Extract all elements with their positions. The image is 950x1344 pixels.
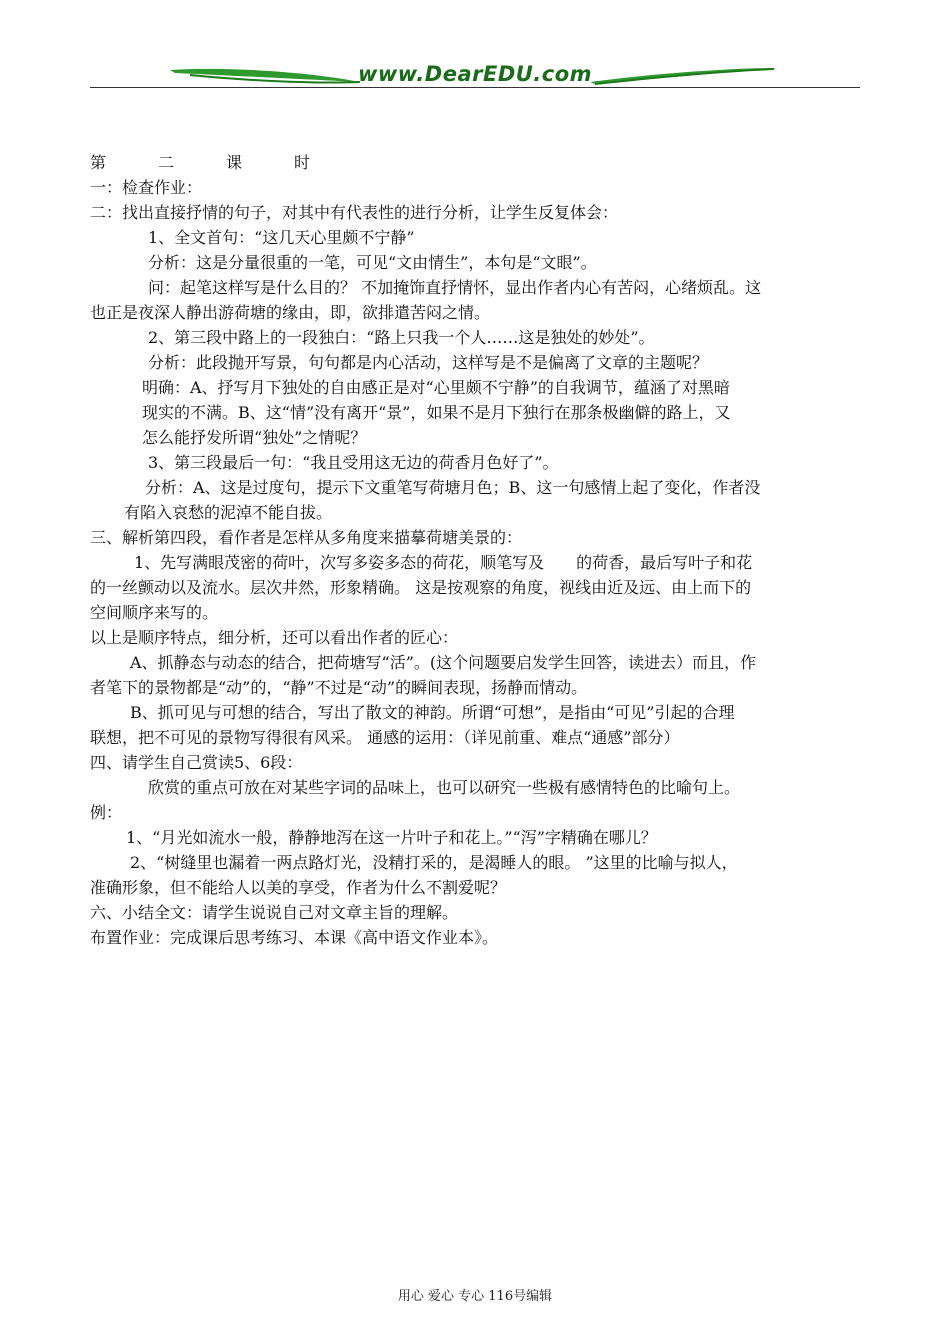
text-line: 1、“月光如流水一般，静静地泻在这一片叶子和花上。”“泻”字精确在哪儿？ [126, 828, 657, 847]
text-line: 二：找出直接抒情的句子，对其中有代表性的进行分析，让学生反复体会： [90, 203, 619, 222]
text-line: B、抓可见与可想的结合，写出了散文的神韵。所谓“可想”，是指由“可见”引起的合理 [130, 703, 735, 722]
text-line: 明确：A、抒写月下独处的自由感正是对“心里颇不宁静”的自我调节，蕴涵了对黑暗 [142, 378, 730, 397]
lesson-title [90, 150, 860, 175]
text-line: 空间顺序来写的。 [90, 603, 219, 622]
text-line: 准确形象，但不能给人以美的享受，作者为什么不割爱呢？ [90, 878, 507, 897]
text-line: 有陷入哀愁的泥淖不能自拔。 [124, 503, 333, 522]
text-line: A、抓静态与动态的结合，把荷塘写“活”。(这个问题要启发学生回答，读进去）而且，作 [130, 653, 757, 672]
text-line: 2、“树缝里也漏着一两点路灯光，没精打采的，是渴睡人的眼。 ”这里的比喻与拟人， [130, 853, 738, 872]
text-line: 3、第三段最后一句：“我且受用这无边的荷香月色好了”。 [148, 453, 559, 472]
page-footer: 用心 爱心 专心 116号编辑 [397, 1289, 553, 1304]
text-line: 者笔下的景物都是“动”的，“静”不过是“动”的瞬间表现，扬静而情动。 [90, 678, 588, 697]
text-line: 1、全文首句：“这几天心里颇不宁静” [148, 228, 415, 247]
title-char: 课 [226, 153, 243, 172]
text-line: 联想，把不可见的景物写得很有风采。 通感的运用：（详见前重、难点“通感”部分） [90, 728, 680, 747]
text-line: 2、第三段中路上的一段独白：“路上只我一个人……这是独处的妙处”。 [148, 328, 655, 347]
text-line: 四、请学生自己赏读5、6段： [90, 753, 303, 772]
title-char: 时 [294, 153, 311, 172]
lesson-body [90, 175, 860, 950]
text-line: 例： [90, 803, 123, 822]
title-char: 第 [90, 153, 107, 172]
title-char: 二 [158, 153, 175, 172]
text-line: 分析：A、这是过度句，提示下文重笔写荷塘月色；B、这一句感情上起了变化，作者没 [145, 478, 761, 497]
text-line: 六、小结全文：请学生说说自己对文章主旨的理解。 [90, 903, 459, 922]
header-divider [90, 87, 860, 88]
text-line: 分析：这是分量很重的一笔，可见“文由情生”，本句是“文眼”。 [148, 253, 597, 272]
text-line: 欣赏的重点可放在对某些字词的品味上，也可以研究一些极有感情特色的比喻句上。 [148, 778, 741, 797]
text-line: 1、先写满眼茂密的荷叶，次写多姿多态的荷花，顺笔写及 的荷香，最后写叶子和花 [134, 553, 753, 572]
site-logo[interactable]: www.DearEDU.com [357, 62, 593, 86]
text-line: 分析：此段抛开写景，句句都是内心活动，这样写是不是偏离了文章的主题呢？ [148, 353, 709, 372]
text-line: 以上是顺序特点，细分析，还可以看出作者的匠心： [90, 628, 459, 647]
text-line: 也正是夜深人静出游荷塘的缘由，即，欲排遣苦闷之情。 [90, 303, 491, 322]
text-line: 问：起笔这样写是什么目的？ 不加掩饰直抒情怀，显出作者内心有苦闷，心绪烦乱。这 [148, 278, 762, 297]
text-line: 三、解析第四段，看作者是怎样从多角度来描摹荷塘美景的： [90, 528, 523, 547]
text-line: 现实的不满。B、这“情”没有离开“景”，如果不是月下独行在那条极幽僻的路上，又 [142, 403, 731, 422]
text-line: 布置作业：完成课后思考练习、本课《高中语文作业本》。 [90, 928, 499, 947]
text-line: 的一丝颤动以及流水。层次井然，形象精确。 这是按观察的角度，视线由近及远、由上而下的 [90, 578, 752, 597]
text-line: 一：检查作业： [90, 178, 203, 197]
text-line: 怎么能抒发所谓“独处”之情呢？ [142, 428, 367, 447]
lesson-content [90, 150, 860, 950]
